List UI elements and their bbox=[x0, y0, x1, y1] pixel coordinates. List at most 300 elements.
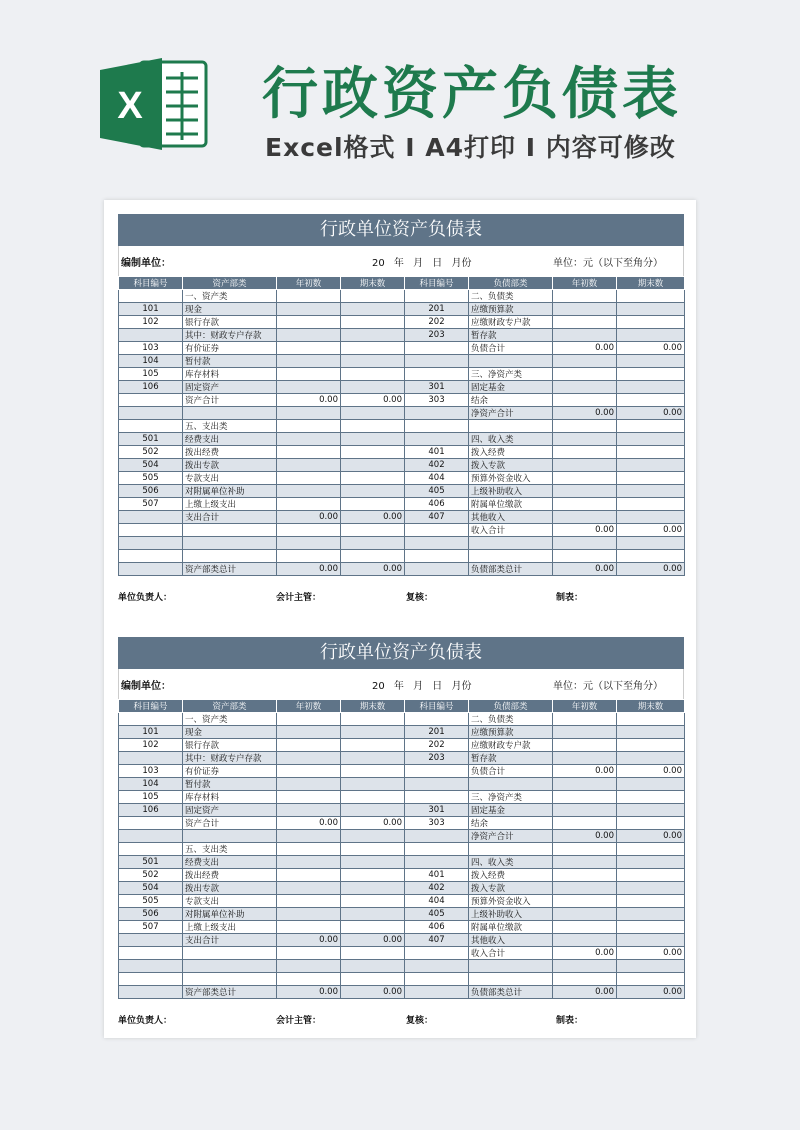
table-cell bbox=[553, 329, 617, 342]
table-cell: 应缴财政专户款 bbox=[469, 739, 553, 752]
table-cell bbox=[119, 973, 183, 986]
table-row bbox=[119, 739, 685, 752]
leader-label: 单位负责人： bbox=[118, 1016, 173, 1026]
table-cell bbox=[405, 986, 469, 999]
table-cell bbox=[405, 355, 469, 368]
table-cell bbox=[119, 843, 183, 856]
table-cell bbox=[617, 446, 685, 459]
table-cell bbox=[119, 407, 183, 420]
table-cell bbox=[277, 856, 341, 869]
col-header: 资产部类 bbox=[183, 700, 277, 713]
table-cell bbox=[553, 908, 617, 921]
table-cell: 103 bbox=[119, 765, 183, 778]
document-paper bbox=[104, 200, 696, 1038]
balance-sheet-copy bbox=[118, 637, 684, 1031]
table-cell bbox=[553, 446, 617, 459]
table-cell: 0.00 bbox=[617, 407, 685, 420]
table-cell bbox=[119, 420, 183, 433]
table-cell bbox=[341, 869, 405, 882]
balance-table bbox=[118, 276, 685, 576]
table-cell: 404 bbox=[405, 472, 469, 485]
col-header: 科目编号 bbox=[405, 277, 469, 290]
table-cell bbox=[341, 778, 405, 791]
table-row bbox=[119, 420, 685, 433]
col-header: 科目编号 bbox=[119, 277, 183, 290]
table-cell: 一、资产类 bbox=[183, 290, 277, 303]
table-cell bbox=[405, 368, 469, 381]
table-cell bbox=[341, 921, 405, 934]
table-cell bbox=[277, 973, 341, 986]
table-cell: 净资产合计 bbox=[469, 407, 553, 420]
table-cell bbox=[277, 869, 341, 882]
table-cell: 502 bbox=[119, 869, 183, 882]
table-cell bbox=[553, 739, 617, 752]
col-header: 负债部类 bbox=[469, 700, 553, 713]
table-cell: 拨入经费 bbox=[469, 869, 553, 882]
table-cell bbox=[277, 921, 341, 934]
table-cell: 102 bbox=[119, 739, 183, 752]
table-cell: 其中：财政专户存款 bbox=[183, 752, 277, 765]
table-cell: 经费支出 bbox=[183, 433, 277, 446]
table-cell: 其他收入 bbox=[469, 511, 553, 524]
table-row bbox=[119, 960, 685, 973]
table-cell bbox=[617, 329, 685, 342]
table-cell: 现金 bbox=[183, 726, 277, 739]
subtitle: Excel格式 I A4打印 I 内容可修改 bbox=[265, 133, 676, 162]
table-cell bbox=[469, 420, 553, 433]
table-cell bbox=[119, 830, 183, 843]
table-cell: 专款支出 bbox=[183, 895, 277, 908]
table-body bbox=[119, 290, 685, 576]
date-year: 20 bbox=[372, 257, 385, 269]
date-day-label: 日 bbox=[432, 680, 443, 692]
table-cell: 301 bbox=[405, 804, 469, 817]
table-cell bbox=[341, 524, 405, 537]
table-cell: 504 bbox=[119, 882, 183, 895]
table-cell bbox=[469, 843, 553, 856]
table-row bbox=[119, 550, 685, 563]
table-cell bbox=[277, 843, 341, 856]
table-cell bbox=[469, 973, 553, 986]
table-cell: 0.00 bbox=[617, 986, 685, 999]
table-cell: 五、支出类 bbox=[183, 843, 277, 856]
col-header: 年初数 bbox=[553, 700, 617, 713]
table-cell bbox=[617, 752, 685, 765]
table-cell: 应缴预算款 bbox=[469, 303, 553, 316]
table-cell: 对附属单位补助 bbox=[183, 908, 277, 921]
unit-label: 编制单位： bbox=[121, 680, 171, 692]
table-cell bbox=[341, 550, 405, 563]
table-cell bbox=[553, 713, 617, 726]
table-cell bbox=[183, 830, 277, 843]
table-cell: 支出合计 bbox=[183, 511, 277, 524]
table-cell bbox=[277, 524, 341, 537]
table-cell: 支出合计 bbox=[183, 934, 277, 947]
table-cell: 拨入经费 bbox=[469, 446, 553, 459]
table-cell bbox=[277, 947, 341, 960]
table-cell: 有价证券 bbox=[183, 342, 277, 355]
table-header-row bbox=[119, 700, 685, 713]
table-cell bbox=[183, 960, 277, 973]
table-row bbox=[119, 830, 685, 843]
table-row bbox=[119, 290, 685, 303]
table-cell: 现金 bbox=[183, 303, 277, 316]
table-cell: 504 bbox=[119, 459, 183, 472]
table-cell bbox=[119, 394, 183, 407]
table-cell bbox=[341, 355, 405, 368]
table-cell bbox=[277, 316, 341, 329]
table-cell bbox=[341, 895, 405, 908]
table-cell: 0.00 bbox=[553, 830, 617, 843]
maker-label: 制表： bbox=[556, 593, 584, 603]
table-cell: 0.00 bbox=[617, 947, 685, 960]
table-row bbox=[119, 882, 685, 895]
table-cell: 0.00 bbox=[617, 563, 685, 576]
table-cell bbox=[617, 498, 685, 511]
table-cell: 0.00 bbox=[341, 563, 405, 576]
table-cell: 0.00 bbox=[277, 563, 341, 576]
table-cell: 0.00 bbox=[617, 524, 685, 537]
date-month-label: 月 bbox=[413, 257, 424, 269]
table-cell: 暂付款 bbox=[183, 778, 277, 791]
meta-row bbox=[118, 669, 684, 699]
table-cell: 五、支出类 bbox=[183, 420, 277, 433]
table-cell bbox=[617, 804, 685, 817]
table-cell: 净资产合计 bbox=[469, 830, 553, 843]
table-cell: 三、净资产类 bbox=[469, 368, 553, 381]
table-cell: 0.00 bbox=[277, 986, 341, 999]
table-cell bbox=[405, 856, 469, 869]
table-cell bbox=[553, 973, 617, 986]
table-cell bbox=[277, 752, 341, 765]
review-label: 复核： bbox=[406, 1016, 434, 1026]
table-cell: 0.00 bbox=[341, 986, 405, 999]
table-cell: 501 bbox=[119, 433, 183, 446]
table-row bbox=[119, 908, 685, 921]
table-cell bbox=[617, 550, 685, 563]
table-cell bbox=[341, 290, 405, 303]
table-cell: 0.00 bbox=[553, 407, 617, 420]
table-cell bbox=[405, 550, 469, 563]
svg-text:X: X bbox=[117, 85, 143, 127]
table-cell: 四、收入类 bbox=[469, 433, 553, 446]
table-cell: 专款支出 bbox=[183, 472, 277, 485]
table-cell: 上级补助收入 bbox=[469, 485, 553, 498]
table-cell: 对附属单位补助 bbox=[183, 485, 277, 498]
table-cell bbox=[553, 537, 617, 550]
table-cell bbox=[341, 407, 405, 420]
table-cell: 负债部类总计 bbox=[469, 563, 553, 576]
table-cell: 506 bbox=[119, 485, 183, 498]
table-cell bbox=[469, 355, 553, 368]
table-cell: 203 bbox=[405, 752, 469, 765]
table-cell: 拨出专款 bbox=[183, 882, 277, 895]
table-cell bbox=[553, 895, 617, 908]
table-cell bbox=[553, 290, 617, 303]
table-cell bbox=[617, 921, 685, 934]
table-cell bbox=[277, 908, 341, 921]
table-cell: 拨入专款 bbox=[469, 882, 553, 895]
table-cell bbox=[119, 511, 183, 524]
table-cell bbox=[553, 869, 617, 882]
table-cell: 201 bbox=[405, 726, 469, 739]
table-cell: 101 bbox=[119, 303, 183, 316]
table-row bbox=[119, 947, 685, 960]
col-header: 科目编号 bbox=[405, 700, 469, 713]
table-cell bbox=[553, 303, 617, 316]
table-cell: 上缴上级支出 bbox=[183, 498, 277, 511]
table-cell bbox=[277, 791, 341, 804]
table-row bbox=[119, 537, 685, 550]
table-row bbox=[119, 511, 685, 524]
maker-label: 制表： bbox=[556, 1016, 584, 1026]
table-cell: 经费支出 bbox=[183, 856, 277, 869]
table-cell bbox=[277, 433, 341, 446]
table-cell bbox=[277, 739, 341, 752]
table-cell bbox=[405, 791, 469, 804]
table-cell: 收入合计 bbox=[469, 524, 553, 537]
table-row bbox=[119, 778, 685, 791]
table-row bbox=[119, 843, 685, 856]
money-unit: 单位：元（以下至角分） bbox=[553, 257, 663, 269]
table-cell bbox=[617, 778, 685, 791]
table-cell bbox=[617, 511, 685, 524]
table-row bbox=[119, 485, 685, 498]
accountant-label: 会计主管： bbox=[276, 593, 322, 603]
table-cell bbox=[553, 498, 617, 511]
table-cell: 0.00 bbox=[341, 934, 405, 947]
table-cell bbox=[277, 446, 341, 459]
col-header: 期末数 bbox=[617, 277, 685, 290]
table-cell: 其中：财政专户存款 bbox=[183, 329, 277, 342]
table-row bbox=[119, 472, 685, 485]
table-cell bbox=[405, 947, 469, 960]
table-cell bbox=[553, 856, 617, 869]
signature-row bbox=[118, 586, 684, 608]
table-header-row bbox=[119, 277, 685, 290]
table-cell bbox=[119, 550, 183, 563]
table-cell bbox=[341, 459, 405, 472]
table-cell bbox=[553, 817, 617, 830]
table-cell: 0.00 bbox=[277, 817, 341, 830]
table-cell bbox=[277, 303, 341, 316]
table-cell bbox=[617, 420, 685, 433]
table-cell: 303 bbox=[405, 394, 469, 407]
table-row bbox=[119, 921, 685, 934]
sheet-title: 行政单位资产负债表 bbox=[118, 637, 684, 669]
table-cell: 201 bbox=[405, 303, 469, 316]
table-row bbox=[119, 765, 685, 778]
table-cell: 0.00 bbox=[341, 817, 405, 830]
table-cell: 拨出经费 bbox=[183, 446, 277, 459]
table-cell bbox=[553, 459, 617, 472]
table-cell bbox=[119, 947, 183, 960]
table-cell: 0.00 bbox=[553, 986, 617, 999]
table-cell: 负债部类总计 bbox=[469, 986, 553, 999]
table-cell bbox=[277, 804, 341, 817]
table-row bbox=[119, 459, 685, 472]
table-cell: 506 bbox=[119, 908, 183, 921]
table-cell bbox=[405, 960, 469, 973]
table-cell bbox=[277, 459, 341, 472]
table-cell bbox=[405, 713, 469, 726]
date-period-label: 月份 bbox=[451, 680, 472, 692]
table-cell bbox=[183, 407, 277, 420]
table-cell: 406 bbox=[405, 921, 469, 934]
table-cell: 附属单位缴款 bbox=[469, 921, 553, 934]
table-cell bbox=[119, 960, 183, 973]
table-cell bbox=[405, 420, 469, 433]
table-cell bbox=[341, 472, 405, 485]
table-cell bbox=[553, 752, 617, 765]
table-cell: 有价证券 bbox=[183, 765, 277, 778]
table-cell bbox=[469, 537, 553, 550]
table-cell bbox=[617, 960, 685, 973]
table-cell: 301 bbox=[405, 381, 469, 394]
table-cell bbox=[617, 316, 685, 329]
table-cell: 资产合计 bbox=[183, 817, 277, 830]
table-cell: 203 bbox=[405, 329, 469, 342]
table-cell bbox=[553, 843, 617, 856]
date-line bbox=[372, 254, 477, 269]
table-cell: 二、负债类 bbox=[469, 290, 553, 303]
table-cell bbox=[617, 394, 685, 407]
table-cell bbox=[617, 934, 685, 947]
table-cell: 附属单位缴款 bbox=[469, 498, 553, 511]
table-cell bbox=[553, 472, 617, 485]
table-cell bbox=[341, 342, 405, 355]
sheet-title: 行政单位资产负债表 bbox=[118, 214, 684, 246]
table-cell bbox=[553, 420, 617, 433]
table-row bbox=[119, 817, 685, 830]
table-row bbox=[119, 791, 685, 804]
table-cell: 库存材料 bbox=[183, 791, 277, 804]
table-cell bbox=[617, 381, 685, 394]
signature-row bbox=[118, 1009, 684, 1031]
table-row bbox=[119, 934, 685, 947]
table-cell: 负债合计 bbox=[469, 765, 553, 778]
table-cell: 405 bbox=[405, 485, 469, 498]
table-cell: 202 bbox=[405, 739, 469, 752]
table-cell bbox=[277, 778, 341, 791]
table-cell: 应缴财政专户款 bbox=[469, 316, 553, 329]
table-cell bbox=[341, 726, 405, 739]
table-row bbox=[119, 856, 685, 869]
table-cell bbox=[341, 713, 405, 726]
table-cell bbox=[341, 316, 405, 329]
table-cell bbox=[553, 433, 617, 446]
table-row bbox=[119, 394, 685, 407]
table-cell: 505 bbox=[119, 895, 183, 908]
table-cell: 0.00 bbox=[553, 524, 617, 537]
table-cell bbox=[469, 960, 553, 973]
table-cell bbox=[617, 459, 685, 472]
table-row bbox=[119, 804, 685, 817]
table-cell bbox=[341, 752, 405, 765]
table-cell bbox=[183, 947, 277, 960]
table-cell bbox=[553, 921, 617, 934]
table-cell bbox=[617, 537, 685, 550]
table-cell: 固定资产 bbox=[183, 381, 277, 394]
table-cell bbox=[617, 433, 685, 446]
table-cell: 101 bbox=[119, 726, 183, 739]
table-cell: 负债合计 bbox=[469, 342, 553, 355]
table-cell bbox=[553, 511, 617, 524]
table-cell bbox=[341, 303, 405, 316]
table-row bbox=[119, 329, 685, 342]
table-cell bbox=[119, 563, 183, 576]
page-header bbox=[0, 0, 800, 190]
table-cell bbox=[553, 960, 617, 973]
table-cell: 暂存款 bbox=[469, 329, 553, 342]
table-row bbox=[119, 498, 685, 511]
table-cell bbox=[183, 524, 277, 537]
table-cell: 0.00 bbox=[617, 342, 685, 355]
table-row bbox=[119, 368, 685, 381]
table-cell: 预算外资金收入 bbox=[469, 472, 553, 485]
table-cell bbox=[617, 869, 685, 882]
table-cell bbox=[405, 524, 469, 537]
table-cell: 收入合计 bbox=[469, 947, 553, 960]
table-cell bbox=[617, 726, 685, 739]
table-cell bbox=[341, 446, 405, 459]
table-cell bbox=[405, 433, 469, 446]
table-cell bbox=[405, 843, 469, 856]
table-cell: 拨出经费 bbox=[183, 869, 277, 882]
table-cell bbox=[617, 472, 685, 485]
table-cell bbox=[277, 290, 341, 303]
table-row bbox=[119, 563, 685, 576]
date-year: 20 bbox=[372, 680, 385, 692]
money-unit: 单位：元（以下至角分） bbox=[553, 680, 663, 692]
date-month-label: 月 bbox=[413, 680, 424, 692]
table-cell bbox=[617, 882, 685, 895]
table-cell bbox=[341, 765, 405, 778]
col-header: 科目编号 bbox=[119, 700, 183, 713]
table-cell: 三、净资产类 bbox=[469, 791, 553, 804]
table-row bbox=[119, 869, 685, 882]
table-cell bbox=[277, 895, 341, 908]
table-cell: 106 bbox=[119, 804, 183, 817]
table-cell: 银行存款 bbox=[183, 316, 277, 329]
table-row bbox=[119, 752, 685, 765]
table-cell: 502 bbox=[119, 446, 183, 459]
table-cell bbox=[183, 973, 277, 986]
table-cell bbox=[617, 713, 685, 726]
table-cell bbox=[341, 739, 405, 752]
table-cell bbox=[119, 817, 183, 830]
table-cell bbox=[183, 550, 277, 563]
table-cell bbox=[617, 791, 685, 804]
table-cell: 0.00 bbox=[553, 563, 617, 576]
table-cell bbox=[341, 329, 405, 342]
table-cell bbox=[617, 485, 685, 498]
table-cell bbox=[553, 804, 617, 817]
table-cell bbox=[405, 830, 469, 843]
col-header: 期末数 bbox=[617, 700, 685, 713]
table-cell bbox=[183, 537, 277, 550]
table-cell bbox=[617, 973, 685, 986]
table-row bbox=[119, 524, 685, 537]
table-cell bbox=[405, 290, 469, 303]
table-cell bbox=[341, 498, 405, 511]
col-header: 期末数 bbox=[341, 700, 405, 713]
table-cell: 预算外资金收入 bbox=[469, 895, 553, 908]
table-cell: 105 bbox=[119, 368, 183, 381]
balance-sheet bbox=[118, 214, 684, 608]
table-cell: 106 bbox=[119, 381, 183, 394]
table-cell: 四、收入类 bbox=[469, 856, 553, 869]
